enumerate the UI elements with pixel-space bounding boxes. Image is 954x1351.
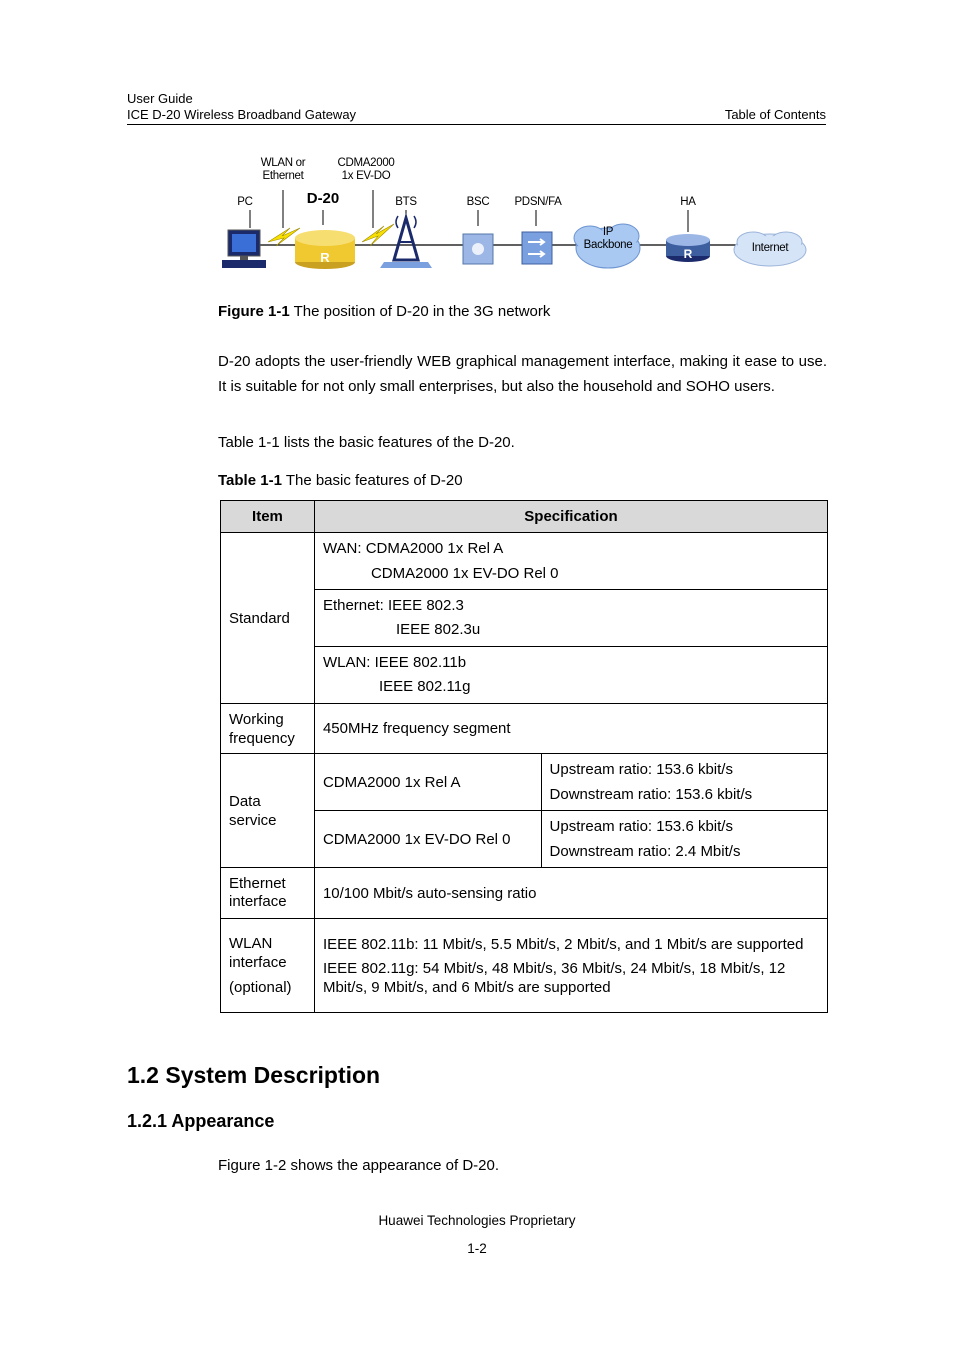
d20-router-icon bbox=[295, 230, 355, 269]
label-ip: IP bbox=[602, 226, 614, 238]
table-reference-paragraph: Table 1-1 lists the basic features of the D-20. bbox=[218, 434, 515, 451]
label-ha: HA bbox=[680, 196, 696, 208]
label-wlan-ethernet bbox=[254, 157, 312, 183]
header-specification: Specification bbox=[314, 501, 827, 533]
table-row bbox=[221, 868, 828, 919]
features-table bbox=[220, 500, 828, 1013]
appearance-paragraph: Figure 1-2 shows the appearance of D-20. bbox=[218, 1157, 499, 1174]
wlan-interface-line-2: interface bbox=[229, 954, 287, 971]
page-header bbox=[127, 91, 826, 123]
cell-ethernet-spec: 10/100 Mbit/s auto-sensing ratio bbox=[314, 868, 827, 919]
header-rule bbox=[127, 124, 826, 125]
section-heading: 1.2 System Description bbox=[127, 1062, 381, 1088]
label-bsc: BSC bbox=[466, 196, 490, 208]
ethernet-line-1: Ethernet bbox=[229, 875, 286, 892]
label-bts: BTS bbox=[395, 196, 417, 208]
pdsn-icon bbox=[522, 232, 552, 264]
label-ethernet: Ethernet bbox=[262, 170, 304, 182]
working-line-1: Working bbox=[229, 710, 284, 728]
footer-page-number: 1-2 bbox=[467, 1241, 487, 1256]
cell-wlan-standard bbox=[314, 647, 827, 704]
label-pdsn: PDSN/FA bbox=[514, 196, 562, 208]
network-diagram bbox=[218, 150, 818, 280]
table-caption bbox=[218, 472, 463, 489]
pc-icon bbox=[222, 230, 266, 268]
cell-working-frequency bbox=[221, 704, 315, 754]
header-section-title: Table of Contents bbox=[724, 107, 826, 122]
header-doc-type: User Guide bbox=[127, 91, 193, 106]
label-cdma bbox=[334, 157, 398, 183]
wan-line-1: WAN: CDMA2000 1x Rel A bbox=[322, 540, 504, 557]
bts-tower-icon bbox=[380, 216, 432, 268]
wlan-spec-11g: IEEE 802.11g: 54 Mbit/s, 48 Mbit/s, 36 Mbit/s, 24 Mbit/s, 18 Mbit/s, 12 Mbit/s, 9 Mbit/s, and 6 Mbit/s are supported bbox=[322, 959, 786, 996]
footer-proprietary: Huawei Technologies Proprietary bbox=[378, 1213, 576, 1228]
table-row bbox=[221, 704, 828, 754]
header-doc-title: ICE D-20 Wireless Broadband Gateway bbox=[127, 107, 357, 122]
table-row bbox=[221, 919, 828, 1013]
table-caption-number: Table 1-1 bbox=[218, 472, 282, 489]
label-ip-backbone bbox=[576, 226, 640, 252]
cell-evdo-rates bbox=[541, 811, 827, 868]
wlan-line-1: WLAN: IEEE 802.11b bbox=[322, 654, 467, 671]
label-internet: Internet bbox=[751, 242, 789, 254]
cell-wan bbox=[314, 533, 827, 590]
wan-line-2: CDMA2000 1x EV-DO Rel 0 bbox=[370, 565, 559, 582]
label-backbone: Backbone bbox=[583, 239, 633, 251]
cell-rel-a: CDMA2000 1x Rel A bbox=[314, 754, 541, 811]
evdo-downstream: Downstream ratio: 2.4 Mbit/s bbox=[549, 843, 741, 860]
label-pc: PC bbox=[237, 196, 253, 208]
label-cdma2000: CDMA2000 bbox=[337, 157, 395, 169]
cell-wlan-spec bbox=[314, 919, 827, 1013]
bsc-icon bbox=[463, 234, 493, 264]
wlan-line-2: IEEE 802.11g bbox=[378, 678, 471, 695]
cell-data-service bbox=[221, 754, 315, 868]
cell-ethernet-interface bbox=[221, 868, 315, 919]
working-line-2: frequency bbox=[229, 729, 295, 747]
subsection-heading: 1.2.1 Appearance bbox=[127, 1111, 275, 1131]
ethernet-line-2: interface bbox=[229, 893, 287, 910]
figure-caption-number: Figure 1-1 bbox=[218, 303, 290, 320]
label-wlan: WLAN or bbox=[260, 157, 306, 169]
table-header-row bbox=[221, 501, 828, 533]
cell-ethernet-standard bbox=[314, 590, 827, 647]
cell-wlan-interface bbox=[221, 919, 315, 1013]
label-d20: D-20 bbox=[306, 190, 340, 207]
ha-router-mark: R bbox=[683, 247, 693, 261]
cell-rel-a-rates bbox=[541, 754, 827, 811]
data-service-line-2: service bbox=[229, 811, 277, 829]
wlan-interface-line-1: WLAN bbox=[229, 935, 273, 952]
rel-a-downstream: Downstream ratio: 153.6 kbit/s bbox=[549, 786, 753, 803]
cell-frequency-spec: 450MHz frequency segment bbox=[314, 704, 827, 754]
wlan-interface-line-3: (optional) bbox=[229, 979, 292, 996]
figure-caption-text: The position of D-20 in the 3G network bbox=[289, 303, 551, 320]
ha-router-icon bbox=[666, 234, 710, 262]
table-row bbox=[221, 533, 828, 590]
header-item: Item bbox=[221, 501, 315, 533]
figure-caption bbox=[218, 303, 550, 320]
d20-router-mark: R bbox=[320, 250, 330, 265]
eth-line-2: IEEE 802.3u bbox=[395, 621, 481, 638]
wireless-link-icon-2 bbox=[362, 224, 394, 246]
cell-evdo: CDMA2000 1x EV-DO Rel 0 bbox=[314, 811, 541, 868]
evdo-upstream: Upstream ratio: 153.6 kbit/s bbox=[549, 818, 733, 835]
wlan-spec-11b: IEEE 802.11b: 11 Mbit/s, 5.5 Mbit/s, 2 Mbit/s, and 1 Mbit/s are supported bbox=[322, 935, 804, 953]
table-caption-text: The basic features of D-20 bbox=[281, 472, 463, 489]
label-evdo: 1x EV-DO bbox=[341, 170, 391, 182]
cell-standard: Standard bbox=[221, 533, 315, 704]
eth-line-1: Ethernet: IEEE 802.3 bbox=[322, 597, 464, 614]
table-row bbox=[221, 754, 828, 811]
data-service-line-1: Data bbox=[229, 792, 261, 810]
rel-a-upstream: Upstream ratio: 153.6 kbit/s bbox=[549, 761, 733, 778]
intro-paragraph: D-20 adopts the user-friendly WEB graphical management interface, making it ease to use. It is suitable for not only small enterprises, but also the household and SOHO users. bbox=[218, 353, 827, 395]
